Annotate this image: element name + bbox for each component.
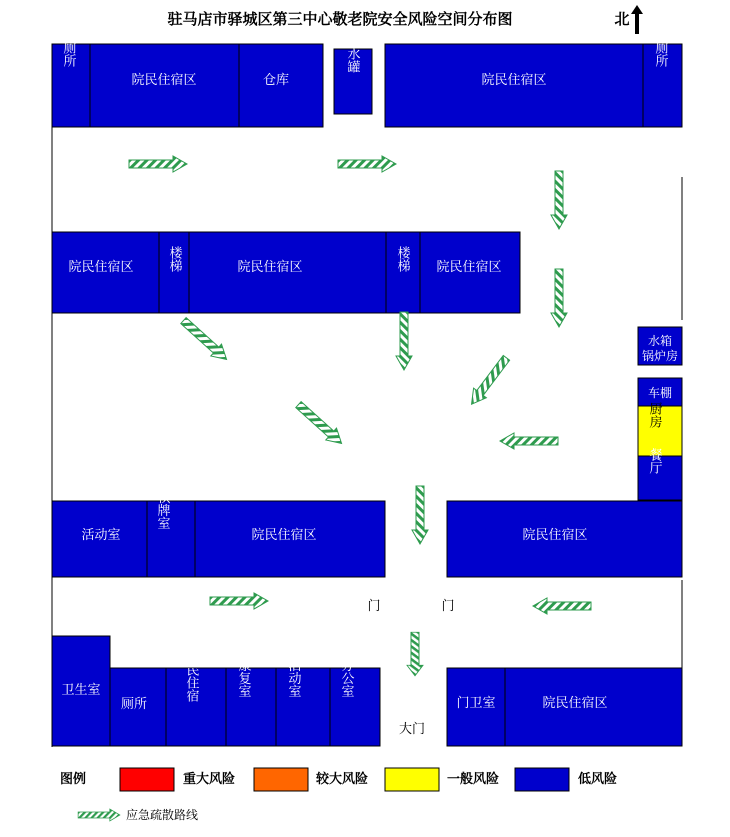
room-health — [52, 636, 110, 746]
room-toilet-ne — [643, 41, 682, 127]
evacuation-arrow-icon — [178, 315, 232, 366]
north-arrow-icon — [631, 5, 643, 34]
svg-text:餐厅: 餐厅 — [646, 448, 662, 474]
room-dorm-n2 — [385, 44, 643, 127]
room-toilet-s — [110, 668, 166, 746]
north-label: 北 — [614, 10, 630, 28]
evacuation-arrow-icon — [407, 632, 423, 676]
room-warehouse — [239, 44, 323, 127]
svg-text:院民住宿区: 院民住宿区 — [436, 260, 502, 275]
svg-text:厕所: 厕所 — [120, 697, 148, 712]
legend-route-arrow-icon — [78, 809, 120, 821]
svg-text:院民住宿区: 院民住宿区 — [237, 260, 303, 275]
room-water-tank-n — [334, 46, 372, 114]
svg-text:院民住宿区: 院民住宿区 — [522, 528, 588, 543]
site-boundary — [52, 44, 682, 747]
room-dorm-m2 — [189, 232, 386, 313]
evacuation-arrow-icon — [338, 156, 396, 172]
room-dorm-m3 — [420, 232, 520, 313]
map-title: 驻马店市驿城区第三中心敬老院安全风险空间分布图 — [167, 10, 513, 28]
room-activity-2 — [276, 659, 330, 747]
svg-text:活动室: 活动室 — [81, 528, 121, 543]
gate-label: 门 — [441, 599, 455, 614]
evacuation-arrow-icon — [412, 486, 428, 544]
svg-text:厨房: 厨房 — [646, 402, 662, 428]
svg-text:院民住宿区: 院民住宿区 — [68, 260, 134, 275]
svg-text:院民住宿区: 院民住宿区 — [251, 528, 317, 543]
evacuation-arrow-icon — [396, 312, 412, 370]
room-stairs-2 — [386, 232, 420, 313]
svg-text:院民住宿区: 院民住宿区 — [542, 696, 608, 711]
room-dorm-s4 — [505, 668, 682, 746]
legend-label-large: 较大风险 — [316, 772, 369, 787]
legend-swatch-low — [515, 768, 569, 791]
svg-text:棋牌室: 棋牌室 — [154, 490, 170, 530]
room-chess — [147, 490, 195, 577]
svg-text:楼梯: 楼梯 — [166, 246, 182, 272]
evacuation-arrow-icon — [210, 593, 268, 609]
main-gate-label: 大门 — [398, 722, 426, 737]
legend-label-major: 重大风险 — [183, 772, 236, 787]
evacuation-arrow-icon — [533, 598, 591, 614]
svg-text:卫生室: 卫生室 — [61, 683, 101, 698]
evacuation-arrow-icon — [129, 156, 187, 172]
room-dorm-s1 — [195, 501, 385, 577]
legend-route-label: 应急疏散路线 — [126, 808, 199, 822]
svg-text:车棚: 车棚 — [647, 386, 673, 400]
svg-text:院民住宿: 院民住宿 — [183, 650, 199, 702]
svg-text:活动室: 活动室 — [285, 658, 301, 698]
svg-text:水箱: 水箱 — [647, 334, 673, 348]
evacuation-arrow-icon — [465, 353, 513, 409]
legend-title: 图例 — [60, 772, 87, 787]
svg-text:厕所: 厕所 — [652, 41, 668, 67]
evacuation-arrow-icon — [551, 269, 567, 327]
svg-text:办公室: 办公室 — [338, 658, 354, 698]
room-guard — [447, 668, 505, 746]
legend-swatch-major — [120, 768, 174, 791]
evacuation-arrow-icon — [500, 433, 558, 449]
room-dorm-s3 — [166, 650, 226, 746]
room-dorm-m1 — [52, 232, 159, 313]
room-boiler — [642, 348, 678, 363]
room-office — [330, 658, 380, 746]
svg-text:门卫室: 门卫室 — [456, 696, 496, 711]
gate-label: 门 — [367, 599, 381, 614]
svg-text:楼梯: 楼梯 — [394, 246, 410, 272]
svg-text:锅炉房: 锅炉房 — [641, 349, 679, 363]
room-toilet-nw — [52, 41, 90, 127]
legend-swatch-general — [385, 768, 439, 791]
room-rehab — [226, 658, 276, 746]
legend-swatch-large — [254, 768, 308, 791]
legend-label-general: 一般风险 — [447, 772, 500, 787]
evacuation-arrow-icon — [551, 171, 567, 229]
room-stairs-1 — [159, 232, 189, 313]
legend-label-low: 低风险 — [578, 772, 618, 787]
svg-text:仓库: 仓库 — [262, 73, 290, 88]
room-dorm-n1 — [90, 44, 239, 127]
room-dorm-s2 — [447, 501, 682, 577]
svg-text:院民住宿区: 院民住宿区 — [131, 73, 197, 88]
room-activity-1 — [52, 501, 147, 577]
svg-text:厕所: 厕所 — [60, 41, 76, 67]
svg-text:水罐: 水罐 — [344, 47, 360, 73]
svg-text:院民住宿区: 院民住宿区 — [481, 73, 547, 88]
svg-text:康复室: 康复室 — [235, 658, 251, 698]
legend — [60, 768, 617, 822]
evacuation-arrow-icon — [293, 399, 347, 450]
